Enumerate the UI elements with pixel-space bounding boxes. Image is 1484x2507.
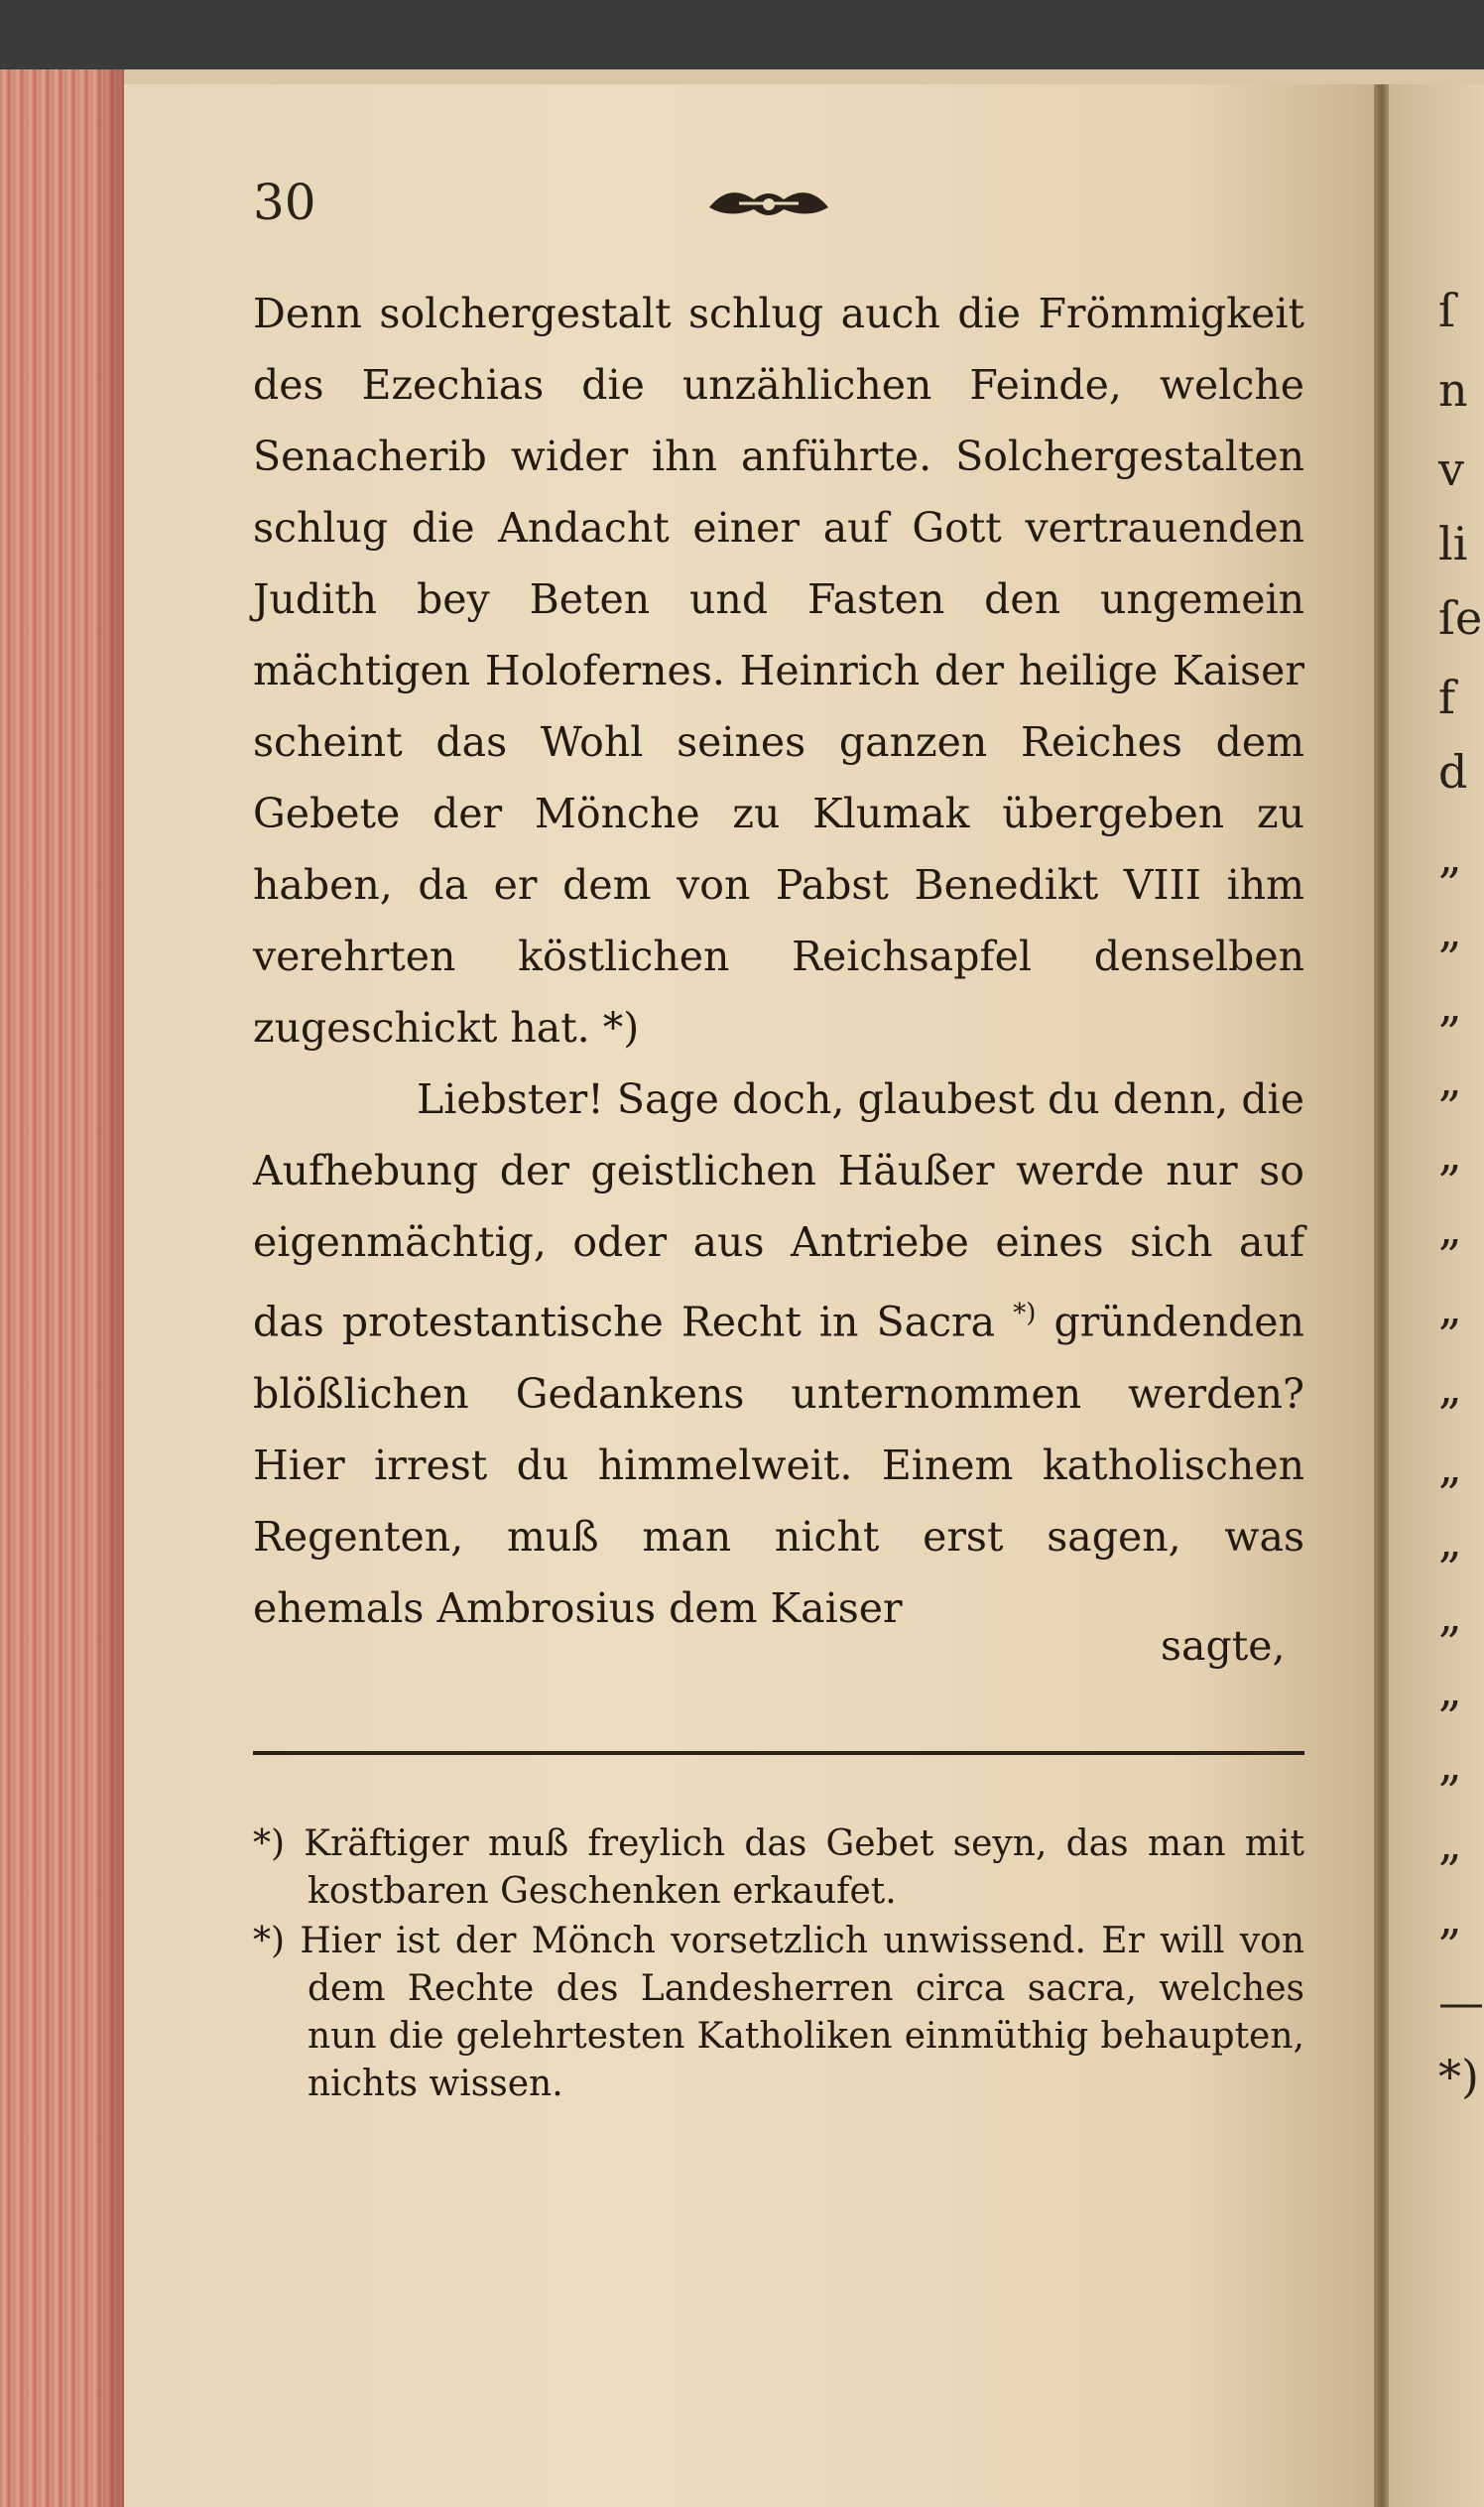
footnote-rule xyxy=(253,1751,1304,1755)
facing-page-line: d xyxy=(1438,745,1468,799)
facing-page-line: „ xyxy=(1438,904,1462,957)
facing-page-line: li xyxy=(1438,517,1468,570)
book-gutter xyxy=(1374,84,1390,2507)
facing-page-line: „ xyxy=(1438,1891,1462,1944)
facing-page-line: „ xyxy=(1438,1514,1462,1567)
facing-page-line: „ xyxy=(1438,1588,1462,1642)
footnote-1: *) Kräftiger muß freylich das Gebet seyn, das man mit kostbaren Geschenken erkaufet. xyxy=(253,1823,1304,1912)
facing-page-line: v xyxy=(1438,442,1464,496)
facing-page-line: „ xyxy=(1438,1281,1462,1334)
paragraph-2-text-a: Liebster! Sage doch, glaubest du denn, die Aufhebung der geistlichen Häußer werde nur so eigenmächtig, oder aus Antriebe eines sich auf das protestantische Recht in Sacra xyxy=(253,1075,1304,1346)
catchword: sagte, xyxy=(1161,1622,1286,1670)
paragraph-1-text: Denn solchergestalt schlug auch die Frömmigkeit des Ezechias die unzählichen Feinde, welche Senacherib wider ihn anführte. Solchergestalten schlug die Andacht einer auf Gott vertrauenden Judith bey Beten und Fasten den ungemein mächtigen Holofernes. Heinrich der heilige Kaiser scheint das Wohl seines ganzen Reiches dem Gebete der Mönche zu Klumak übergeben zu haben, da er dem von Pabst Benedikt VIII ihm verehrten köstlichen Reichsapfel denselben zugeschickt hat. xyxy=(253,290,1304,1052)
facing-page-line: „ xyxy=(1438,1663,1462,1716)
page-header xyxy=(253,174,1304,243)
facing-page-line: „ xyxy=(1438,1440,1462,1493)
paragraph-2-text-b: gründenden blößlichen Gedankens unternommen werden? Hier irrest du himmelweit. Einem katholischen Regenten, muß man nicht erst sagen, was ehemals Ambrosius dem Kaiser xyxy=(253,1298,1304,1632)
footnote-2: *) Hier ist der Mönch vorsetzlich unwissend. Er will von dem Rechte des Landesherren circa sacra, welches nun die gelehrtesten Katholiken einmüthig behaupten, nichts wissen. xyxy=(253,1921,1304,2104)
facing-page-line: „ xyxy=(1438,1360,1462,1414)
main-text xyxy=(253,278,1304,1644)
facing-page-line: „ xyxy=(1438,978,1462,1032)
facing-page-line: „ xyxy=(1438,1201,1462,1255)
facing-page-line: „ xyxy=(1438,1817,1462,1870)
page-number: 30 xyxy=(253,174,316,231)
footnotes xyxy=(253,1820,1304,2110)
facing-page-line: *) xyxy=(1438,2050,1479,2103)
facing-page-line: „ xyxy=(1438,1737,1462,1791)
footnote-mark-2: *) xyxy=(1013,1299,1037,1328)
facing-page-line: n xyxy=(1438,363,1468,417)
facing-page-line: f xyxy=(1438,671,1456,724)
facing-page-line: ſe xyxy=(1438,591,1483,645)
facing-page-line: „ xyxy=(1438,1053,1462,1106)
facing-page-line: ſ xyxy=(1438,284,1456,337)
paragraph-1 xyxy=(253,278,1304,1064)
ornament-vignette xyxy=(699,178,838,227)
facing-page-line: — xyxy=(1438,1975,1484,2029)
facing-page-line: „ xyxy=(1438,1127,1462,1181)
facing-page-line: „ xyxy=(1438,829,1462,883)
paragraph-2 xyxy=(253,1064,1304,1644)
footnote-mark-1: *) xyxy=(602,1004,640,1052)
facing-page xyxy=(1389,84,1484,2507)
page-edges xyxy=(0,69,124,2507)
